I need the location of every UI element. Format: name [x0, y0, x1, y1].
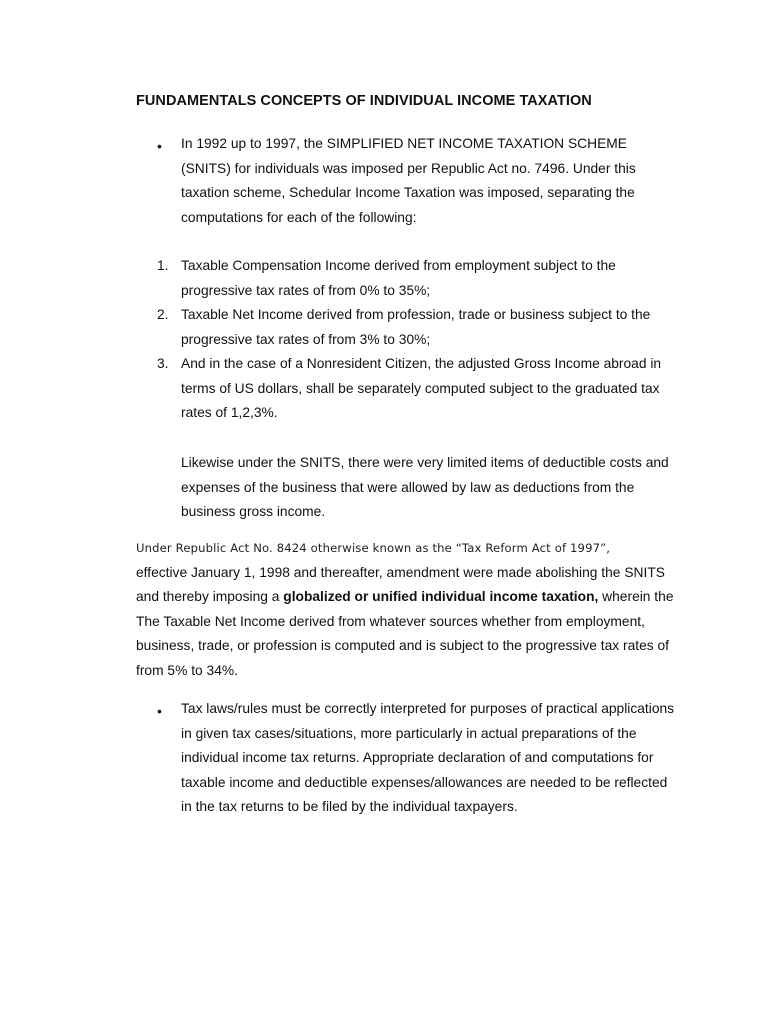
- list-number: 2.: [157, 307, 169, 322]
- list-item: [181, 254, 681, 303]
- text-line: computations for each of the following:: [181, 209, 417, 225]
- text-line: Tax laws/rules must be correctly interpreted for purposes of practical applications: [181, 701, 675, 716]
- text-line: progressive tax rates of from 3% to 30%;: [181, 331, 431, 347]
- text-line: [136, 585, 696, 610]
- text-line: The Taxable Net Income derived from whatever sources whether from employment,: [136, 613, 645, 629]
- emphasis-text: globalized or unified individual income taxation,: [283, 589, 599, 604]
- tax-reform-paragraph: [136, 536, 696, 683]
- text-line: terms of US dollars, shall be separately computed subject to the graduated tax: [181, 380, 660, 396]
- bullet-marker: •: [157, 703, 162, 719]
- likewise-paragraph: [181, 451, 681, 525]
- text-line: expenses of the business that were allowed by law as deductions from the: [181, 479, 635, 495]
- text-line: taxable income and deductible expenses/allowances are needed to be reflected: [181, 774, 668, 790]
- text-line: (SNITS) for individuals was imposed per Republic Act no. 7496. Under this: [181, 160, 636, 176]
- bullet-marker: •: [157, 138, 162, 154]
- text-line: in given tax cases/situations, more particularly in actual preparations of the: [181, 725, 637, 741]
- intro-bullet-paragraph: [181, 132, 681, 230]
- text-run: wherein the: [598, 589, 674, 604]
- text-line: progressive tax rates of from 0% to 35%;: [181, 282, 431, 298]
- document-title: FUNDAMENTALS CONCEPTS OF INDIVIDUAL INCOME TAXATION: [136, 93, 592, 109]
- list-number: 3.: [157, 356, 169, 371]
- text-line: In 1992 up to 1997, the SIMPLIFIED NET INCOME TAXATION SCHEME: [181, 136, 628, 151]
- text-line: business, trade, or profession is computed and is subject to the progressive tax rates of: [136, 638, 669, 653]
- text-line: business gross income.: [181, 504, 326, 519]
- text-line: Taxable Compensation Income derived from employment subject to the: [181, 258, 616, 273]
- text-run: and thereby imposing a: [136, 589, 284, 604]
- text-line: in the tax returns to be filed by the individual taxpayers.: [181, 799, 518, 814]
- text-line: And in the case of a Nonresident Citizen, the adjusted Gross Income abroad in: [181, 356, 662, 371]
- text-line: Likewise under the SNITS, there were very limited items of deductible costs and: [181, 455, 669, 470]
- list-number: 1.: [157, 258, 169, 273]
- text-line: from 5% to 34%.: [136, 662, 238, 678]
- tax-laws-bullet-paragraph: [181, 697, 681, 820]
- list-item: [181, 303, 681, 352]
- text-line: Under Republic Act No. 8424 otherwise known as the “Tax Reform Act of 1997”,: [136, 541, 611, 555]
- text-line: rates of 1,2,3%.: [181, 405, 278, 420]
- text-line: taxation scheme, Schedular Income Taxation was imposed, separating the: [181, 185, 635, 200]
- list-item: [181, 352, 681, 426]
- text-line: individual income tax returns. Appropriate declaration of and computations for: [181, 750, 654, 765]
- text-line: effective January 1, 1998 and thereafter, amendment were made abolishing the SNITS: [136, 564, 665, 580]
- text-line: Taxable Net Income derived from profession, trade or business subject to the: [181, 307, 651, 322]
